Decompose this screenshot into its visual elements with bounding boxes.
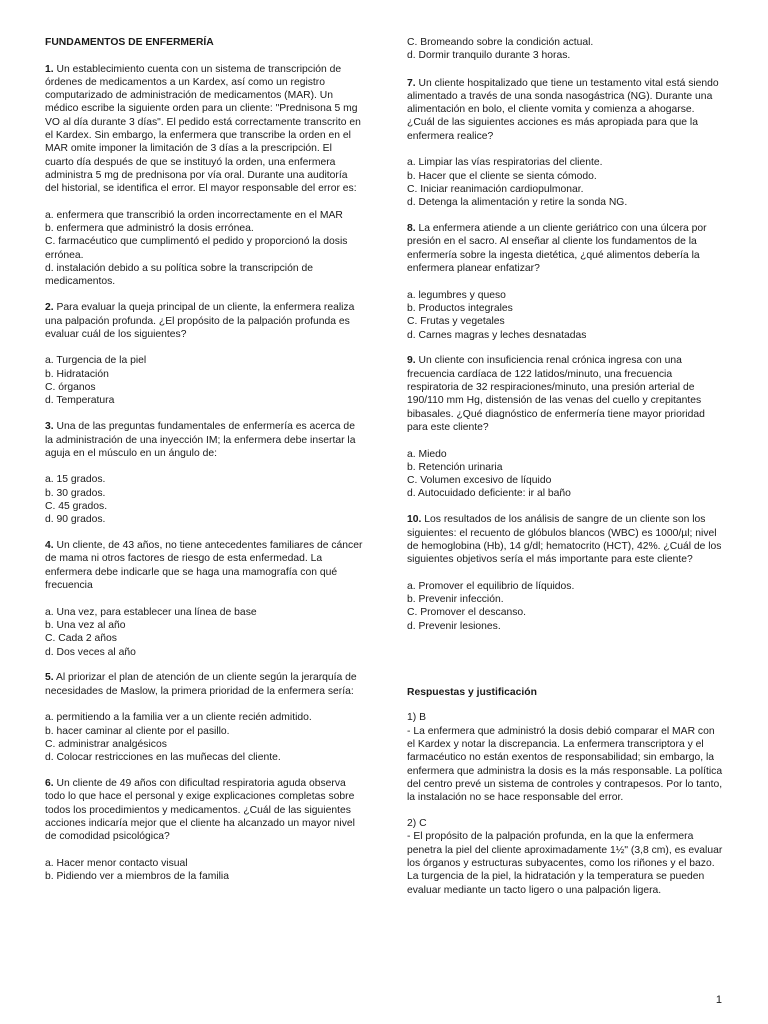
option-list xyxy=(45,857,363,884)
answer-option: C. Cada 2 años xyxy=(45,633,117,645)
answer-option: C. 45 grados. xyxy=(45,500,108,512)
answer-option: C. Promover el descanso. xyxy=(407,607,527,619)
answer-option: b. 30 grados. xyxy=(45,487,106,499)
question-stem: Un cliente hospitalizado que tiene un testamento vital está siendo alimentado a través de una sonda nasogástrica (NG). Durante una alimentación en bolo, el cliente vomita y comienza a ahogarse. ¿Cuál de las siguientes acciones es más apropiada para que la enfermera realice? xyxy=(407,77,719,142)
question-stem: Un cliente de 49 años con dificultad respiratoria aguda observa todo lo que hace el personal y exige explicaciones completas sobre todos los procedimientos y medicamentos. ¿Cuál de las siguientes acciones indicaría mejor que el cliente ha alcanzado un mayor nivel de comodidad psicológica? xyxy=(45,778,355,843)
option-list xyxy=(45,606,363,659)
question-text xyxy=(407,77,723,143)
option-list xyxy=(407,448,723,501)
answer-justification: - El propósito de la palpación profunda, en la que la enfermera penetra la piel del cliente aproximadamente 1½" (3,8 cm), es evaluar los órganos y estructuras subyacentes, como los riñones y el bazo. La turgencia de la piel, la hidratación y la temperatura se pueden evaluar mediante un tacto ligero o una palpación ligera. xyxy=(407,831,723,896)
spacer xyxy=(45,883,363,896)
question-6-continued xyxy=(407,36,723,63)
answer-option: C. Frutas y vegetales xyxy=(407,316,505,328)
question xyxy=(407,222,723,342)
question-text xyxy=(45,671,363,698)
answer-option: b. hacer caminar al cliente por el pasillo. xyxy=(45,725,230,737)
answer-key: 1) B xyxy=(407,712,426,724)
question-number: 8. xyxy=(407,223,416,235)
answer-option: b. Pidiendo ver a miembros de la familia xyxy=(45,871,229,883)
question-number: 5. xyxy=(45,672,54,684)
document-title: FUNDAMENTOS DE ENFERMERÍA xyxy=(45,37,214,48)
spacer xyxy=(407,805,723,818)
option-list xyxy=(45,711,363,764)
answer-item xyxy=(407,817,723,897)
spacer xyxy=(407,342,723,355)
answer-option: C. Iniciar reanimación cardiopulmonar. xyxy=(407,183,584,195)
answer-option: d. instalación debido a su política sobre la transcripción de medicamentos. xyxy=(45,263,313,288)
question-number: 3. xyxy=(45,421,54,433)
spacer xyxy=(45,765,363,778)
question-number: 10. xyxy=(407,514,422,526)
question-text xyxy=(45,539,363,592)
answers-list xyxy=(407,711,723,909)
question xyxy=(45,671,363,764)
question xyxy=(45,63,363,289)
page-number: 1 xyxy=(715,994,722,1006)
question xyxy=(45,301,363,407)
spacer xyxy=(407,633,723,646)
answer-option: d. Dos veces al año xyxy=(45,646,136,658)
answer-option: d. Dormir tranquilo durante 3 horas. xyxy=(407,50,571,62)
answer-option: C. administrar analgésicos xyxy=(45,738,167,750)
answer-option: C. Volumen excesivo de líquido xyxy=(407,475,552,487)
question-stem: Un cliente, de 43 años, no tiene antecedentes familiares de cáncer de mama ni otros factores de riesgo de esta enfermedad. La enfermera debe indicarle que se haga una mamografía con qué frecuencia xyxy=(45,540,363,592)
answer-option: b. Prevenir infección. xyxy=(407,594,504,606)
question-number: 4. xyxy=(45,540,54,552)
question-number: 7. xyxy=(407,77,416,89)
question-text xyxy=(407,354,723,434)
answer-option: a. legumbres y queso xyxy=(407,289,506,301)
spacer xyxy=(45,527,363,540)
answer-option: C. farmacéutico que cumplimentó el pedido y proporcionó la dosis errónea. xyxy=(45,236,348,261)
question-stem: Un cliente con insuficiencia renal crónica ingresa con una frecuencia cardíaca de 122 latidos/minuto, una frecuencia respiratoria de 32 respiraciones/minuto, una presión arterial de 190/110 mm Hg, distensión de las venas del cuello y crepitantes bibasales. ¿Qué diagnóstico de enfermería tiene mayor prioridad para este cliente? xyxy=(407,355,705,433)
answers-title: Respuestas y justificación xyxy=(407,686,537,698)
answer-option: C. órganos xyxy=(45,382,96,394)
answer-option: d. 90 grados. xyxy=(45,514,106,526)
answer-option: d. Detenga la alimentación y retire la sonda NG. xyxy=(407,197,628,209)
answer-option: d. Temperatura xyxy=(45,395,115,407)
question-stem: Un establecimiento cuenta con un sistema de transcripción de órdenes de medicamentos a un Kardex, así como un registro computarizado de administración de medicamentos (MAR). Un médico escribe la siguiente orden para un cliente: "Prednisona 5 mg VO al día durante 3 días". El pedido está correctamente transcrito en el Kardex. Sin embargo, la enfermera que transcribe la orden en el MAR omite imponer la limitación de 3 días a la prescripción. El cuarto día después de que se instituyó la orden, una enfermera administra 5 mg de prednisona por vía oral. Durante una auditoría del historial, se identifica el error. El mayor responsable del error es: xyxy=(45,63,361,195)
spacer xyxy=(407,897,723,910)
question-stem: Una de las preguntas fundamentales de enfermería es acerca de la administración de una inyección IM; la enfermera debe insertar la aguja en el músculo en un ángulo de: xyxy=(45,421,356,459)
option-list xyxy=(407,156,723,209)
question xyxy=(407,354,723,500)
option-list xyxy=(407,289,723,342)
answer-option: C. Bromeando sobre la condición actual. xyxy=(407,37,594,48)
question xyxy=(407,513,723,633)
question-number: 1. xyxy=(45,63,54,75)
question-stem: Al priorizar el plan de atención de un cliente según la jerarquía de necesidades de Maslow, la primera prioridad de la enfermera sería: xyxy=(45,672,357,697)
option-list xyxy=(45,354,363,407)
right-column xyxy=(407,36,723,909)
answer-option: a. Miedo xyxy=(407,448,447,460)
answer-option: d. Colocar restricciones en las muñecas del cliente. xyxy=(45,752,281,764)
question xyxy=(45,777,363,883)
question-text xyxy=(45,63,363,196)
spacer xyxy=(45,408,363,421)
left-column xyxy=(45,36,363,896)
answer-item xyxy=(407,711,723,804)
answer-option: d. Prevenir lesiones. xyxy=(407,620,501,632)
question-text xyxy=(45,301,363,341)
question-stem: Para evaluar la queja principal de un cliente, la enfermera realiza una palpación profunda. ¿El propósito de la palpación profunda es evaluar cuál de los siguientes? xyxy=(45,302,355,340)
answer-option: b. Hidratación xyxy=(45,368,109,380)
question-stem: Los resultados de los análisis de sangre de un cliente son los siguientes: el recuento de glóbulos blancos (WBC) es 1000/µl; nivel de hemoglobina (Hb), 14 g/dl; hematocrito (HCT), 42%. ¿Cuál de los siguientes objetivos sería el más importante para este cliente? xyxy=(407,514,722,566)
option-list xyxy=(45,209,363,289)
answer-option: b. enfermera que administró la dosis errónea. xyxy=(45,223,254,235)
left-questions xyxy=(45,63,363,896)
question-number: 9. xyxy=(407,355,416,367)
answer-option: a. Turgencia de la piel xyxy=(45,355,147,367)
answer-option: a. 15 grados. xyxy=(45,474,106,486)
spacer xyxy=(407,210,723,223)
answer-option: a. Hacer menor contacto visual xyxy=(45,857,188,869)
answer-option: a. Limpiar las vías respiratorias del cliente. xyxy=(407,157,603,169)
right-questions xyxy=(407,77,723,646)
question-number: 2. xyxy=(45,302,54,314)
question xyxy=(407,77,723,210)
spacer xyxy=(45,659,363,672)
question xyxy=(45,420,363,526)
answer-option: b. Hacer que el cliente se sienta cómodo. xyxy=(407,170,597,182)
question-text xyxy=(407,513,723,566)
answer-option: b. Productos integrales xyxy=(407,302,513,314)
question-number: 6. xyxy=(45,778,54,790)
option-list xyxy=(407,580,723,633)
answer-option: d. Carnes magras y leches desnatadas xyxy=(407,329,587,341)
answer-option: a. permitiendo a la familia ver a un cliente recién admitido. xyxy=(45,712,312,724)
question-text xyxy=(407,222,723,275)
answer-option: a. Una vez, para establecer una línea de base xyxy=(45,606,257,618)
answer-justification: - La enfermera que administró la dosis debió comparar el MAR con el Kardex y notar la discrepancia. La enfermera transcriptora y el farmacéutico no están exentos de responsabilidad; sin embargo, la enfermera que administra la dosis es la más responsable. La política del centro prevé un sistema de controles y contrapesos. Por lo tanto, la instalación no se hace responsable del error. xyxy=(407,725,723,804)
answer-option: d. Autocuidado deficiente: ir al baño xyxy=(407,488,571,500)
question-text xyxy=(45,777,363,843)
spacer xyxy=(45,289,363,302)
answer-option: b. Retención urinaria xyxy=(407,461,503,473)
answer-key: 2) C xyxy=(407,818,427,830)
answer-option: a. Promover el equilibrio de líquidos. xyxy=(407,580,575,592)
option-list xyxy=(45,473,363,526)
question xyxy=(45,539,363,659)
question-stem: La enfermera atiende a un cliente geriátrico con una úlcera por presión en el sacro. Al enseñar al cliente los fundamentos de la enfermería sobre la ingesta dietética, ¿qué alimentos debería la enfermera planear enfatizar? xyxy=(407,223,707,275)
spacer xyxy=(407,501,723,514)
answer-option: a. enfermera que transcribió la orden incorrectamente en el MAR xyxy=(45,209,343,221)
question-text xyxy=(45,420,363,460)
answer-option: b. Una vez al año xyxy=(45,619,126,631)
